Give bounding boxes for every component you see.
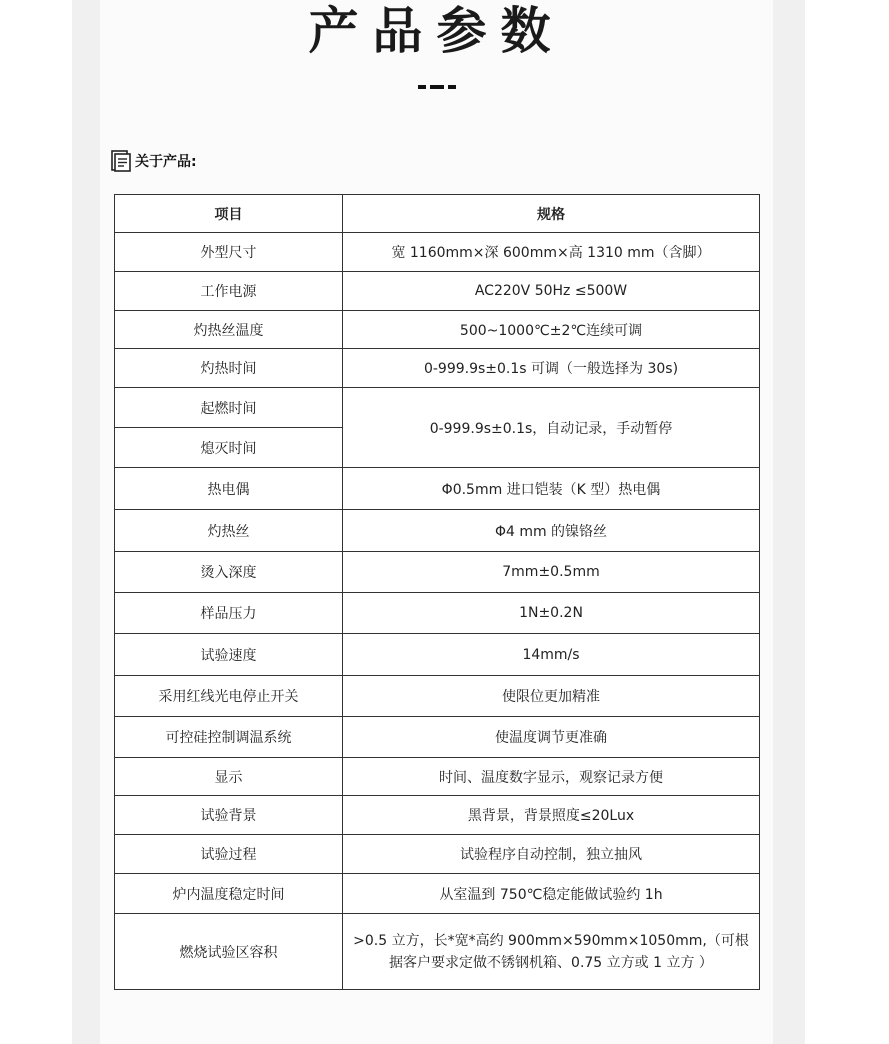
- row-item: 可控硅控制调温系统: [115, 717, 343, 758]
- row-item: 样品压力: [115, 593, 343, 634]
- row-spec: 试验程序自动控制，独立抽风: [343, 835, 760, 874]
- row-spec: 0-999.9s±0.1s，自动记录，手动暂停: [343, 388, 760, 468]
- table-row: [115, 311, 760, 349]
- table-row: [115, 593, 760, 634]
- table-row: [115, 796, 760, 835]
- row-item: 起燃时间: [115, 388, 343, 428]
- row-item: 灼热丝: [115, 510, 343, 552]
- document-icon: [110, 149, 132, 173]
- right-margin-strip: [773, 0, 805, 1044]
- row-item: 熄灭时间: [115, 428, 343, 468]
- row-spec: 1N±0.2N: [343, 593, 760, 634]
- row-item: 外型尺寸: [115, 233, 343, 272]
- table-row: [115, 233, 760, 272]
- table-row: [115, 349, 760, 388]
- row-item: 试验背景: [115, 796, 343, 835]
- row-item: 试验速度: [115, 634, 343, 676]
- row-item: 灼热丝温度: [115, 311, 343, 349]
- header-item: 项目: [115, 195, 343, 233]
- row-spec: 宽 1160mm×深 600mm×高 1310 mm（含脚）: [343, 233, 760, 272]
- row-spec: 黑背景，背景照度≤20Lux: [343, 796, 760, 835]
- title-divider: [418, 85, 458, 89]
- table-row: [115, 717, 760, 758]
- row-item: 热电偶: [115, 468, 343, 510]
- table-row: [115, 468, 760, 510]
- row-item: 炉内温度稳定时间: [115, 874, 343, 914]
- row-item: 燃烧试验区容积: [115, 914, 343, 990]
- table-row: [115, 272, 760, 311]
- row-spec: 14mm/s: [343, 634, 760, 676]
- row-item: 烫入深度: [115, 552, 343, 593]
- table-row: [115, 552, 760, 593]
- spec-table: [114, 194, 760, 990]
- row-spec: Φ4 mm 的镍铬丝: [343, 510, 760, 552]
- row-spec: 使温度调节更准确: [343, 717, 760, 758]
- row-spec: Φ0.5mm 进口铠装（K 型）热电偶: [343, 468, 760, 510]
- row-item: 采用红线光电停止开关: [115, 676, 343, 717]
- table-row: [115, 388, 760, 428]
- row-spec: 500~1000℃±2℃连续可调: [343, 311, 760, 349]
- row-spec: AC220V 50Hz ≤500W: [343, 272, 760, 311]
- table-row: [115, 835, 760, 874]
- table-row: [115, 676, 760, 717]
- row-spec: 从室温到 750℃稳定能做试验约 1h: [343, 874, 760, 914]
- row-item: 试验过程: [115, 835, 343, 874]
- header-spec: 规格: [343, 195, 760, 233]
- table-row: [115, 874, 760, 914]
- row-spec: 7mm±0.5mm: [343, 552, 760, 593]
- row-spec: 0-999.9s±0.1s 可调（一般选择为 30s): [343, 349, 760, 388]
- row-item: 工作电源: [115, 272, 343, 311]
- row-item: 灼热时间: [115, 349, 343, 388]
- section-header: [110, 148, 197, 174]
- left-margin-strip: [72, 0, 100, 1044]
- section-label: 关于产品:: [135, 154, 197, 170]
- table-row: [115, 914, 760, 990]
- row-spec: 使限位更加精准: [343, 676, 760, 717]
- table-row: [115, 634, 760, 676]
- table-header-row: [115, 195, 760, 233]
- table-row: [115, 758, 760, 796]
- row-item: 显示: [115, 758, 343, 796]
- row-spec: 时间、温度数字显示，观察记录方便: [343, 758, 760, 796]
- table-row: [115, 510, 760, 552]
- row-spec: >0.5 立方，长*宽*高约 900mm×590mm×1050mm,（可根据客户要求定做不锈钢机箱、0.75 立方或 1 立方 ）: [343, 914, 760, 990]
- page-title: 产品参数: [308, 2, 565, 60]
